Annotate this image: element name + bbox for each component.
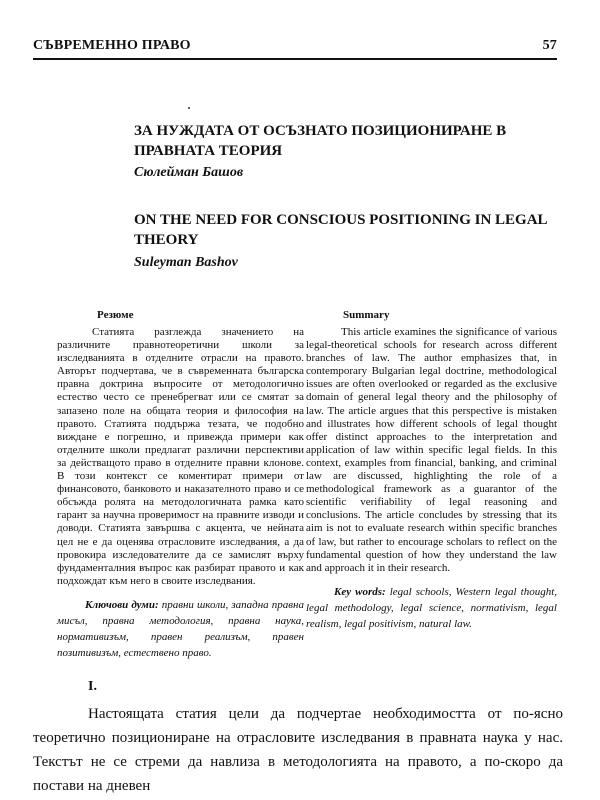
resume-column bbox=[57, 309, 304, 661]
summary-keywords-list: legal schools, Western legal thought, legal methodology, legal science, normativism, legal realism, legal positivism, natural law. bbox=[306, 585, 557, 630]
resume-text: Статията разглежда значението на различните правнотеоретични школи за изследванията в отделните отрасли на правото. Авторът подчертава, че в съвременната българска правна доктрина въпросите от методологично естество често се пренебрегват или се смятат за запазено поле на общата теория и философия на правото. Статията поддържа тезата, че подобно виждане е погрешно, и привежда примери как отделните школи предлагат различни перспективи за действащото право в отделните правни клонове. В този контекст се коментират примери от финансовото, банковото и наказателното право и се обсъжда ролята на методологичната рамка като гарант за научна проверимост на правните изводи и доводи. Статията завършва с акцента, че нейната цел не е да оценява отрасловите изследвания, а да провокира изследователите да се замислят върху фундаменталния въпрос как разбират правото и как подхождат към него в своите изследвания. bbox=[57, 326, 304, 587]
summary-heading: Summary bbox=[343, 309, 390, 321]
header-rule bbox=[33, 58, 557, 60]
author-bg: Сюлейман Башов bbox=[134, 165, 244, 180]
resume-keywords-list: правни школи, западна правна мисъл, правна методология, правна наука, нормативизъм, правен реализъм, правен позитивизъм, естествено право. bbox=[57, 598, 304, 659]
article-title-bg: ЗА НУЖДАТА ОТ ОСЪЗНАТО ПОЗИЦИОНИРАНЕ В ПРАВНАТА ТЕОРИЯ bbox=[134, 123, 507, 159]
resume-keywords bbox=[57, 597, 304, 661]
section-number: I. bbox=[88, 679, 97, 694]
running-header bbox=[33, 38, 557, 54]
summary-text: This article examines the significance of various legal-theoretical schools for research across different branches of law. The author emphasizes that, in contemporary Bulgarian legal doctrine, methodological issues are often overlooked or regarded as the exclusive domain of general legal theory and the philosophy of law. The article argues that this perspective is mistaken and illustrates how different schools of legal thought offer distinct approaches to the interpretation and application of law within specific legal fields. In this context, examples from financial, banking, and criminal law are discussed, highlighting the role of a methodological framework as a guarantor of the scientific verifiability of legal reasoning and conclusions. The article concludes by stressing that its aim is not to evaluate research within specific branches of law, but rather to encourage scholars to reflect on the fundamental question of how they understand the law and approach it in their research. bbox=[306, 326, 557, 574]
summary-keywords-label: Key words: bbox=[334, 585, 386, 598]
summary-keywords bbox=[306, 584, 557, 632]
page-number: 57 bbox=[542, 38, 557, 53]
resume-keywords-label: Ключови думи: bbox=[85, 598, 159, 611]
summary-column bbox=[306, 309, 557, 632]
resume-heading: Резюме bbox=[97, 309, 134, 321]
article-title-en: ON THE NEED FOR CONSCIOUS POSITIONING IN LEGAL THEORY bbox=[134, 212, 547, 248]
stray-mark bbox=[188, 107, 190, 109]
journal-name: СЪВРЕМЕННО ПРАВО bbox=[33, 38, 191, 53]
author-en: Suleyman Bashov bbox=[134, 255, 238, 270]
section-body-text: Настоящата статия цели да подчертае необходимостта от по-ясно теоретично позициониране на отрасловите изследвания в правната наука у нас. Текстът не се стреми да навлиза в методологията на правото, а по-скоро да постави на дневен bbox=[33, 706, 563, 794]
